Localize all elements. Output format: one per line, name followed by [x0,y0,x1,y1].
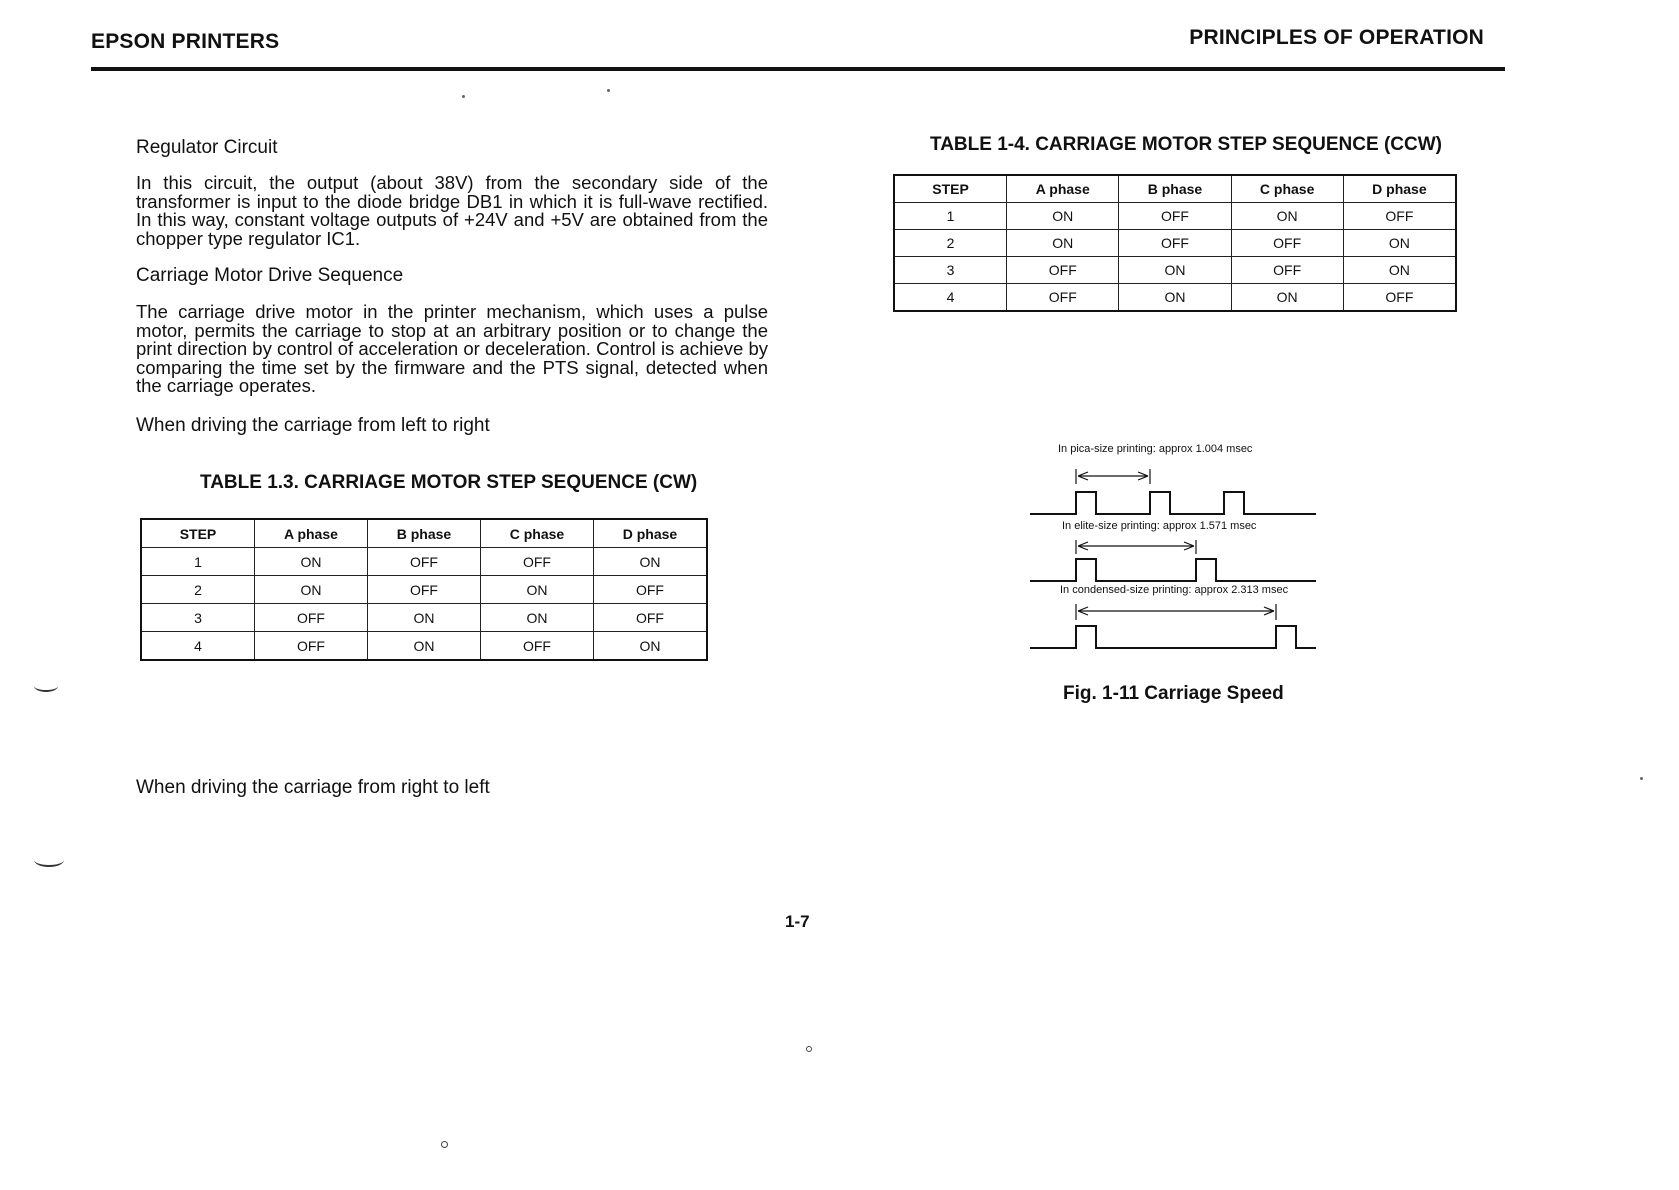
carriage-paragraph: The carriage drive motor in the printer mechanism, which uses a pulse motor, permits the carriage to stop at an arbitrary position or to change the print direction by control of acceleration or deceleration. Control is achieve by comparing the time set by the firmware and the PTS signal, detected when the carriage operates. [136,301,768,397]
scan-speck [1640,777,1643,780]
carriage-speed-figure [1020,436,1360,656]
table-cell: 3 [141,604,254,632]
table-cell: OFF [1343,203,1456,230]
scan-ring [806,1046,812,1052]
table-cell: OFF [1231,230,1343,257]
table-cw [140,518,708,661]
table-row [141,548,707,576]
table-header-cell: A phase [254,519,367,548]
table-cell: ON [593,632,707,661]
table-row [894,230,1456,257]
carriage-heading: Carriage Motor Drive Sequence [136,265,404,286]
table-row [141,576,707,604]
table-cell: OFF [1119,230,1231,257]
table-cell: 2 [894,230,1007,257]
regulator-paragraph: In this circuit, the output (about 38V) from the secondary side of the transformer is input to the diode bridge DB1 in which it is full-wave rectified. In this way, constant voltage outputs of +24V and +5V are obtained from the chopper type regulator IC1. [136,172,768,249]
table-cell: 3 [894,257,1007,284]
table-cell: OFF [367,576,480,604]
table-cell: ON [593,548,707,576]
table-cw-caption: TABLE 1.3. CARRIAGE MOTOR STEP SEQUENCE (CW) [200,472,698,493]
table-cell: OFF [1007,284,1119,312]
table-cell: 2 [141,576,254,604]
scan-speck [462,95,465,98]
pica-dimension-arrow [1076,469,1150,484]
table-cell: ON [254,576,367,604]
right-to-left-label: When driving the carriage from right to left [136,777,490,798]
table-header-cell: D phase [1343,175,1456,203]
table-row [141,632,707,661]
table-cell: OFF [593,576,707,604]
page-number: 1-7 [785,912,810,931]
regulator-heading: Regulator Circuit [136,137,278,158]
table-header-row [141,519,707,548]
timing-diagram [1020,436,1360,656]
table-cell: ON [1007,230,1119,257]
table-cell: OFF [480,548,593,576]
table-header-cell: A phase [1007,175,1119,203]
pica-label: In pica-size printing: approx 1.004 msec [1058,443,1253,455]
table-cell: ON [1119,257,1231,284]
table-cell: ON [1343,230,1456,257]
condensed-pulse-train [1030,626,1316,648]
binding-mark [34,853,64,867]
condensed-dimension-arrow [1076,604,1276,620]
table-row [894,284,1456,312]
table-cell: OFF [254,604,367,632]
table-cell: ON [1007,203,1119,230]
elite-dimension-arrow [1076,540,1196,554]
table-header-cell: B phase [367,519,480,548]
header-right-title: PRINCIPLES OF OPERATION [1189,26,1484,49]
table-row [894,203,1456,230]
table-header-cell: STEP [894,175,1007,203]
table-cell: ON [367,632,480,661]
table-cell: OFF [1231,257,1343,284]
table-cell: ON [254,548,367,576]
table-cell: OFF [254,632,367,661]
table-cell: ON [480,604,593,632]
scan-speck [607,89,610,92]
table-ccw [893,174,1457,312]
table-cell: ON [1231,284,1343,312]
pica-pulse-train [1030,492,1316,514]
binding-mark [34,680,58,692]
table-cell: ON [1343,257,1456,284]
elite-label: In elite-size printing: approx 1.571 msec [1062,520,1257,532]
table-cell: 4 [894,284,1007,312]
table-cell: 4 [141,632,254,661]
table-cell: 1 [894,203,1007,230]
table-cell: 1 [141,548,254,576]
table-cell: OFF [480,632,593,661]
table-header-cell: C phase [480,519,593,548]
table-ccw-caption: TABLE 1-4. CARRIAGE MOTOR STEP SEQUENCE (CCW) [930,134,1442,155]
scan-ring [441,1141,448,1148]
elite-pulse-train [1030,559,1316,581]
table-header-cell: D phase [593,519,707,548]
table-cell: ON [367,604,480,632]
table-cell: OFF [367,548,480,576]
table-cell: OFF [1343,284,1456,312]
table-cell: OFF [1007,257,1119,284]
table-cell: ON [1231,203,1343,230]
table-row [894,257,1456,284]
table-header-row [894,175,1456,203]
table-header-cell: B phase [1119,175,1231,203]
left-to-right-label: When driving the carriage from left to right [136,415,490,436]
table-header-cell: C phase [1231,175,1343,203]
header-rule [91,67,1505,71]
table-cell: OFF [1119,203,1231,230]
table-cell: ON [480,576,593,604]
table-row [141,604,707,632]
table-header-cell: STEP [141,519,254,548]
condensed-label: In condensed-size printing: approx 2.313 msec [1060,584,1289,596]
figure-caption: Fig. 1-11 Carriage Speed [1063,683,1284,704]
table-cell: OFF [593,604,707,632]
table-cell: ON [1119,284,1231,312]
header-left-title: EPSON PRINTERS [91,30,280,53]
